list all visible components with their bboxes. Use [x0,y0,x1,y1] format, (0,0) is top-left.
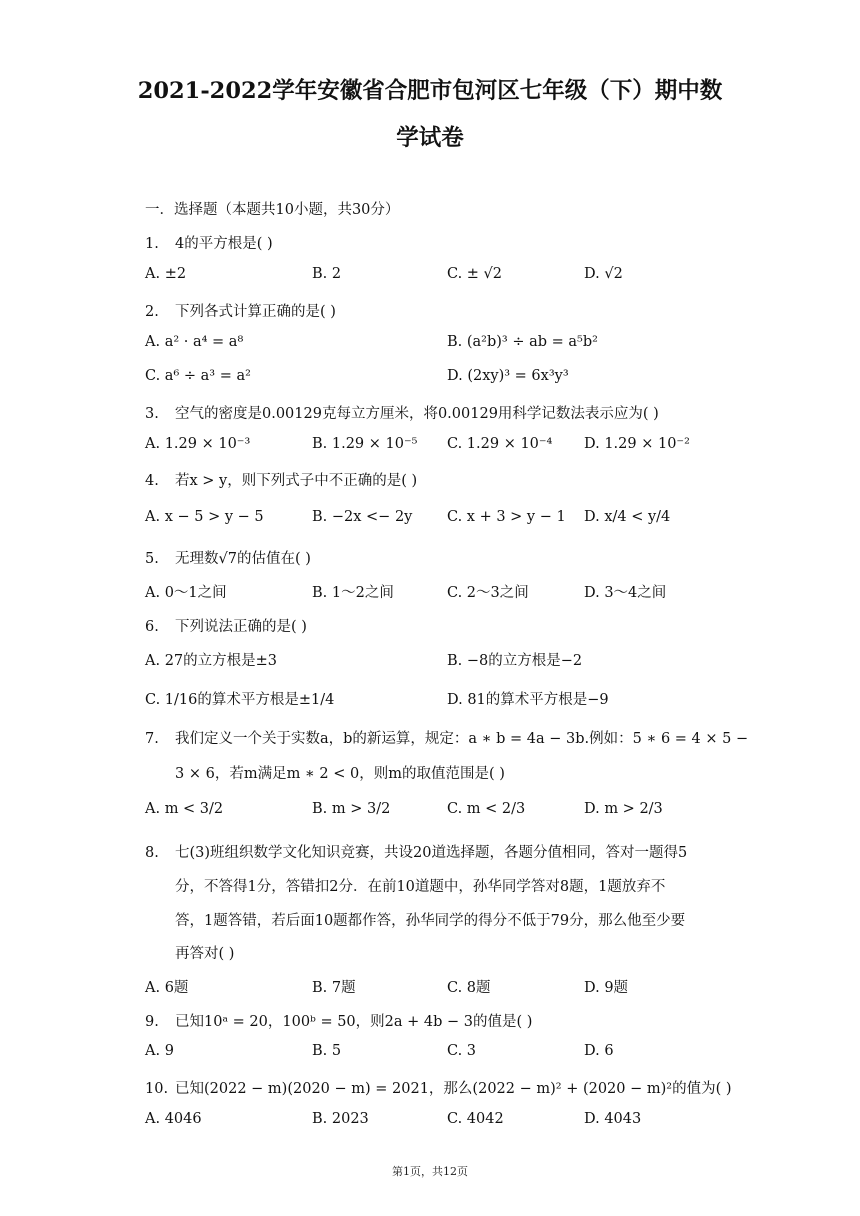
option-c: C. ± √2 [447,266,503,282]
question-number: 6. [145,619,159,635]
question-stem: 已知10ᵃ = 20，100ᵇ = 50，则2a + 4b − 3的值是( ) [175,1014,533,1030]
option-d: D. 9题 [584,980,629,996]
question-2 [145,300,336,321]
option-d: D. 4043 [584,1111,642,1127]
option-b: B. 7题 [312,980,356,996]
document-title-line-1: 2021-2022学年安徽省合肥市包河区七年级（下）期中数 [137,78,723,104]
question-8 [145,841,687,862]
question-stem: 若x > y，则下列式子中不正确的是( ) [175,473,418,489]
page-footer: 第1页，共12页 [392,1165,468,1178]
option-b: B. 2023 [312,1111,369,1127]
option-b: B. 5 [312,1043,342,1059]
question-stem-continued: 答，1题答错，若后面10题都作答，孙华同学的得分不低于79分，那么他至少要 [175,913,686,929]
section-heading: 一．选择题（本题共10小题，共30分） [145,202,400,218]
question-stem: 已知(2022 − m)(2020 − m) = 2021，那么(2022 − m)² + (2020 − m)²的值为( ) [175,1081,732,1097]
option-a: A. 6题 [145,980,189,996]
question-stem: 4的平方根是( ) [175,236,273,252]
question-number: 5. [145,551,159,567]
question-number: 7. [145,731,159,747]
option-c: C. 2～3之间 [447,585,529,601]
question-number: 9. [145,1014,159,1030]
option-d: D. 6 [584,1043,614,1059]
option-a: A. 9 [145,1043,174,1059]
option-c: C. x + 3 > y − 1 [447,509,566,525]
question-1 [145,232,273,253]
option-a: A. 27的立方根是±3 [145,653,278,669]
option-d: D. 81的算术平方根是−9 [447,692,609,708]
question-10 [145,1077,732,1098]
question-7 [145,727,748,748]
option-d: D. 1.29 × 10⁻² [584,436,690,452]
option-a: A. 1.29 × 10⁻³ [145,436,251,452]
option-c: C. 1.29 × 10⁻⁴ [447,436,553,452]
option-c: C. 8题 [447,980,491,996]
option-b: B. −2x <− 2y [312,509,413,525]
option-c: C. 4042 [447,1111,504,1127]
question-5 [145,547,311,568]
option-c: C. 3 [447,1043,477,1059]
question-stem: 七(3)班组织数学文化知识竞赛，共设20道选择题，各题分值相同，答对一题得5 [175,845,688,861]
question-stem: 我们定义一个关于实数a，b的新运算，规定：a ∗ b = 4a − 3b.例如：5 ∗ 6 = 4 × 5 − [175,731,749,747]
option-b: B. −8的立方根是−2 [447,653,583,669]
option-c: C. m < 2/3 [447,801,526,817]
question-6 [145,615,307,636]
option-b: B. m > 3/2 [312,801,391,817]
question-stem: 下列说法正确的是( ) [175,619,307,635]
option-a: A. 0～1之间 [145,585,227,601]
option-d: D. √2 [584,266,623,282]
question-3 [145,402,659,423]
question-9 [145,1010,532,1031]
question-stem: 空气的密度是0.00129克每立方厘米，将0.00129用科学记数法表示应为( ) [175,406,659,422]
option-c: C. a⁶ ÷ a³ = a² [145,368,251,384]
question-number: 8. [145,845,159,861]
option-b: B. 1.29 × 10⁻⁵ [312,436,418,452]
question-number: 3. [145,406,159,422]
option-d: D. (2xy)³ = 6x³y³ [447,368,569,384]
question-number: 10. [145,1081,169,1097]
option-d: D. x/4 < y/4 [584,509,671,525]
option-a: A. x − 5 > y − 5 [145,509,264,525]
question-stem: 下列各式计算正确的是( ) [175,304,336,320]
option-c: C. 1/16的算术平方根是±1/4 [145,692,335,708]
question-stem: 无理数√7的估值在( ) [175,551,311,567]
option-a: A. m < 3/2 [145,801,224,817]
document-title-line-2: 学试卷 [396,125,464,151]
question-stem-continued: 3 × 6，若m满足m ∗ 2 < 0，则m的取值范围是( ) [175,766,505,782]
option-d: D. 3～4之间 [584,585,667,601]
option-a: A. 4046 [145,1111,202,1127]
option-a: A. a² · a⁴ = a⁸ [145,334,244,350]
option-b: B. (a²b)³ ÷ ab = a⁵b² [447,334,598,350]
option-a: A. ±2 [145,266,187,282]
question-4 [145,469,417,490]
option-b: B. 2 [312,266,342,282]
question-number: 4. [145,473,159,489]
question-stem-continued: 再答对( ) [175,946,235,962]
option-d: D. m > 2/3 [584,801,663,817]
option-b: B. 1～2之间 [312,585,394,601]
question-stem-continued: 分，不答得1分，答错扣2分．在前10道题中，孙华同学答对8题，1题放弃不 [175,879,666,895]
question-number: 1. [145,236,159,252]
question-number: 2. [145,304,159,320]
